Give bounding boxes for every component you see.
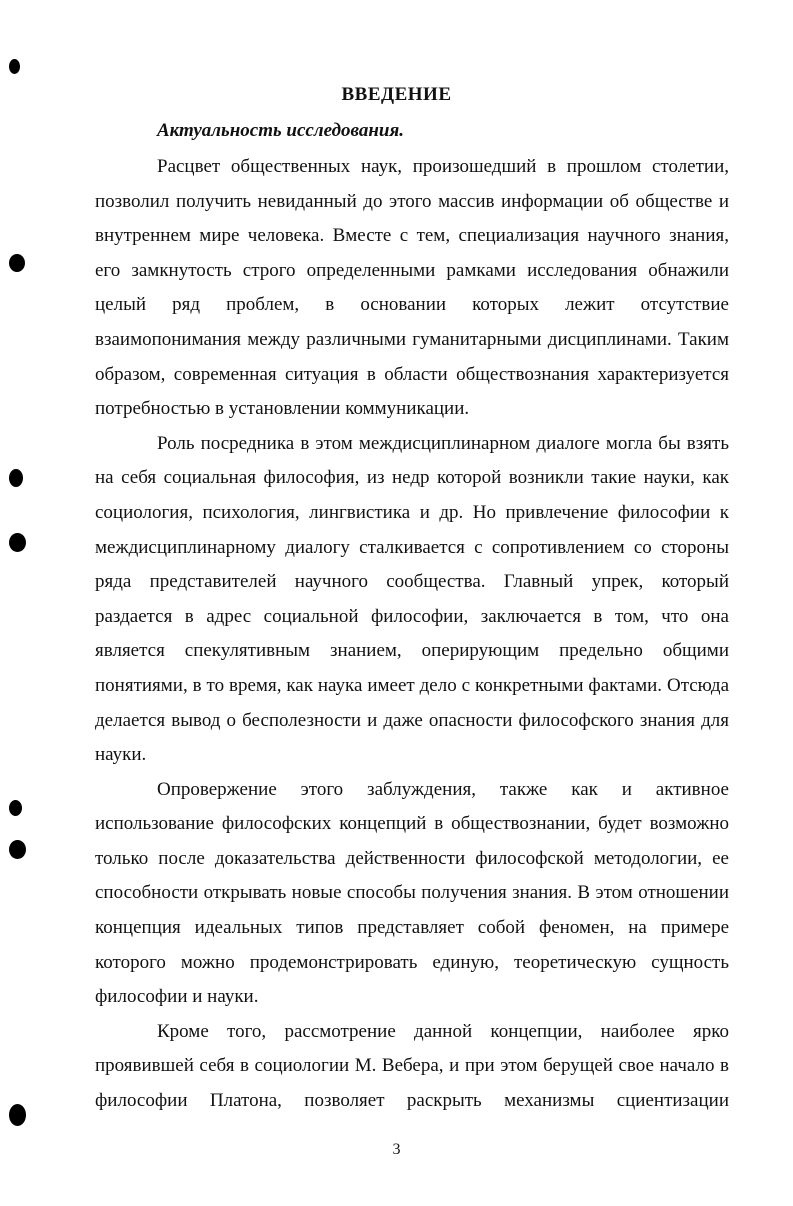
paragraph-2: Роль посредника в этом междисциплинарном диалоге могла бы взять на себя социальная философия, из недр которой возникли такие науки, как социология, психология, лингвистика и др. Но привлечение философии к междисциплинарному диалогу сталкивается с сопротивлением со стороны ряда представителей научного сообщества. Главный упрек, который раздается в адрес социальной философии, заключается в том, что она является спекулятивным знанием, оперирующим предельно общими понятиями, в то время, как наука имеет дело с конкретными фактами. Отсюда делается вывод о бесполезности и даже опасности философского знания для науки. <box>95 432 729 766</box>
punch-hole-3 <box>9 469 23 487</box>
punch-hole-4 <box>9 533 26 552</box>
page-title: ВВЕДЕНИЕ <box>341 84 452 105</box>
body-text <box>95 150 729 1119</box>
punch-hole-6 <box>9 840 26 859</box>
paragraph-1: Расцвет общественных наук, произошедший в прошлом столетии, позволил получить невиданный до этого массив информации об обществе и внутреннем мире человека. Вместе с тем, специализация научного знания, его замкнутость строго определенными рамками исследования обнажили целый ряд проблем, в основании которых лежит отсутствие взаимопонимания между различными гуманитарными дисциплинами. Таким образом, современная ситуация в области обществознания характеризуется потребностью в установлении коммуникации. <box>95 156 729 420</box>
paragraph-4: Кроме того, рассмотрение данной концепции, наиболее ярко проявившей себя в социологии М. Вебера, и при этом берущей свое начало в философии Платона, позволяет раскрыть механизмы сциентизации <box>95 1020 729 1112</box>
punch-hole-1 <box>9 59 20 74</box>
punch-hole-5 <box>9 800 22 816</box>
punch-hole-7 <box>9 1104 26 1126</box>
section-subtitle: Актуальность исследования. <box>157 120 404 141</box>
punch-hole-2 <box>9 254 25 272</box>
paragraph-3: Опровержение этого заблуждения, также как и активное использование философских концепций в обществознании, будет возможно только после доказательства действенности философской методологии, ее способности открывать новые способы получения знания. В этом отношении концепция идеальных типов представляет собой феномен, на примере которого можно продемонстрировать единую, теоретическую сущность философии и науки. <box>95 778 729 1008</box>
page-number: 3 <box>392 1141 401 1158</box>
